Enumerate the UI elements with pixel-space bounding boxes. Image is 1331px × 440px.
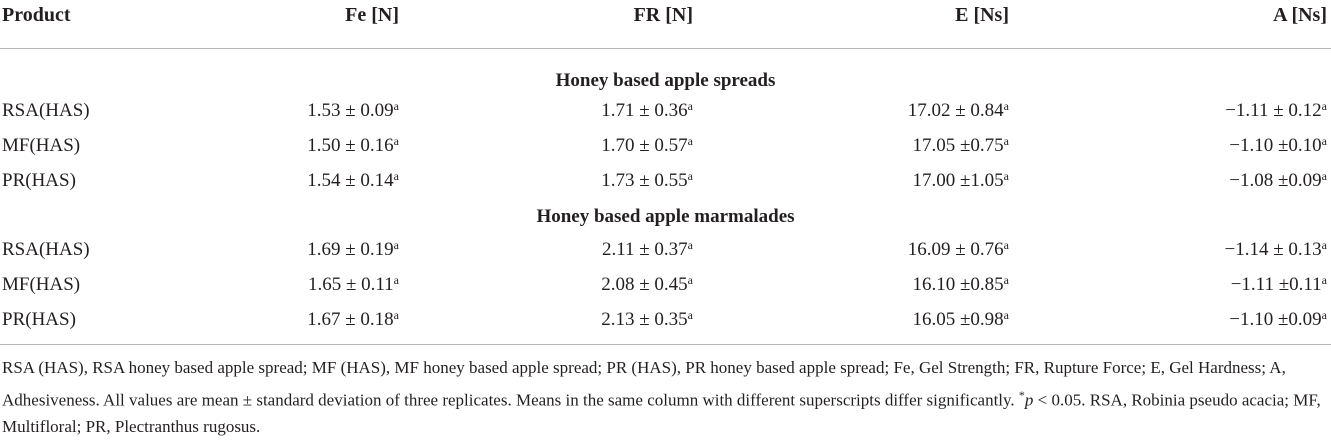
cell-e: 17.05 ±0.75$^a$ xyxy=(912,134,1009,156)
cell-a: −1.11 ±0.11$^a$ xyxy=(1230,273,1327,295)
header-product: Product xyxy=(2,4,71,26)
table-header xyxy=(0,0,1331,40)
cell-e: 17.00 ±1.05$^a$ xyxy=(912,169,1009,191)
cell-fr: 2.13 ± 0.35$^a$ xyxy=(601,308,693,330)
table-row xyxy=(0,100,1331,130)
table-row xyxy=(0,239,1331,269)
cell-fe: 1.69 ± 0.19$^a$ xyxy=(307,238,399,260)
table-footnote: RSA (HAS), RSA honey based apple spread; MF (HAS), MF honey based apple spread; PR (HAS), PR honey based apple spread; Fe, Gel Strength; FR, Rupture Force; E, Gel Hardness; A, Adhesiveness. All values are mean ± standard deviation of three replicates. Means in the same column with different superscripts differ significantly. *p < 0.05. RSA, Robinia pseudo acacia; MF, Multifloral; PR, Plectranthus rugosus. xyxy=(2,358,1321,436)
cell-fe: 1.53 ± 0.09$^a$ xyxy=(307,99,399,121)
section-title-spreads: Honey based apple spreads xyxy=(555,70,776,91)
cell-fr: 2.08 ± 0.45$^a$ xyxy=(601,273,693,295)
cell-product: RSA(HAS) xyxy=(2,239,90,260)
cell-fr: 1.71 ± 0.36$^a$ xyxy=(601,99,693,121)
cell-fr: 2.11 ± 0.37$^a$ xyxy=(601,238,693,260)
table-row xyxy=(0,309,1331,339)
cell-a: −1.08 ±0.09$^a$ xyxy=(1229,169,1327,191)
cell-product: MF(HAS) xyxy=(2,274,81,295)
header-rule xyxy=(0,48,1331,49)
cell-e: 17.02 ± 0.84$^a$ xyxy=(907,99,1009,121)
cell-e: 16.05 ±0.98$^a$ xyxy=(912,308,1009,330)
cell-product: RSA(HAS) xyxy=(2,100,90,121)
cell-product: PR(HAS) xyxy=(2,170,76,191)
cell-e: 16.10 ±0.85$^a$ xyxy=(912,273,1009,295)
cell-product: MF(HAS) xyxy=(2,135,81,156)
footer-rule xyxy=(0,344,1331,345)
cell-e: 16.09 ± 0.76$^a$ xyxy=(907,238,1009,260)
header-a: A [Ns] xyxy=(1273,4,1327,26)
cell-a: −1.10 ±0.10$^a$ xyxy=(1229,134,1327,156)
cell-fr: 1.70 ± 0.57$^a$ xyxy=(601,134,693,156)
cell-fe: 1.67 ± 0.18$^a$ xyxy=(307,308,399,330)
section-title-marmalades: Honey based apple marmalades xyxy=(536,206,795,227)
cell-a: −1.10 ±0.09$^a$ xyxy=(1229,308,1327,330)
cell-fr: 1.73 ± 0.55$^a$ xyxy=(601,169,693,191)
cell-a: −1.11 ± 0.12$^a$ xyxy=(1225,99,1327,121)
table-row xyxy=(0,274,1331,304)
header-fr: FR [N] xyxy=(633,4,693,26)
cell-fe: 1.50 ± 0.16$^a$ xyxy=(307,134,399,156)
cell-product: PR(HAS) xyxy=(2,309,76,330)
cell-fe: 1.54 ± 0.14$^a$ xyxy=(307,169,399,191)
header-e: E [Ns] xyxy=(955,4,1009,26)
cell-a: −1.14 ± 0.13$^a$ xyxy=(1224,238,1327,260)
header-fe: Fe [N] xyxy=(345,4,399,26)
table-row xyxy=(0,170,1331,200)
cell-fe: 1.65 ± 0.11$^a$ xyxy=(307,273,399,295)
table-row xyxy=(0,135,1331,165)
